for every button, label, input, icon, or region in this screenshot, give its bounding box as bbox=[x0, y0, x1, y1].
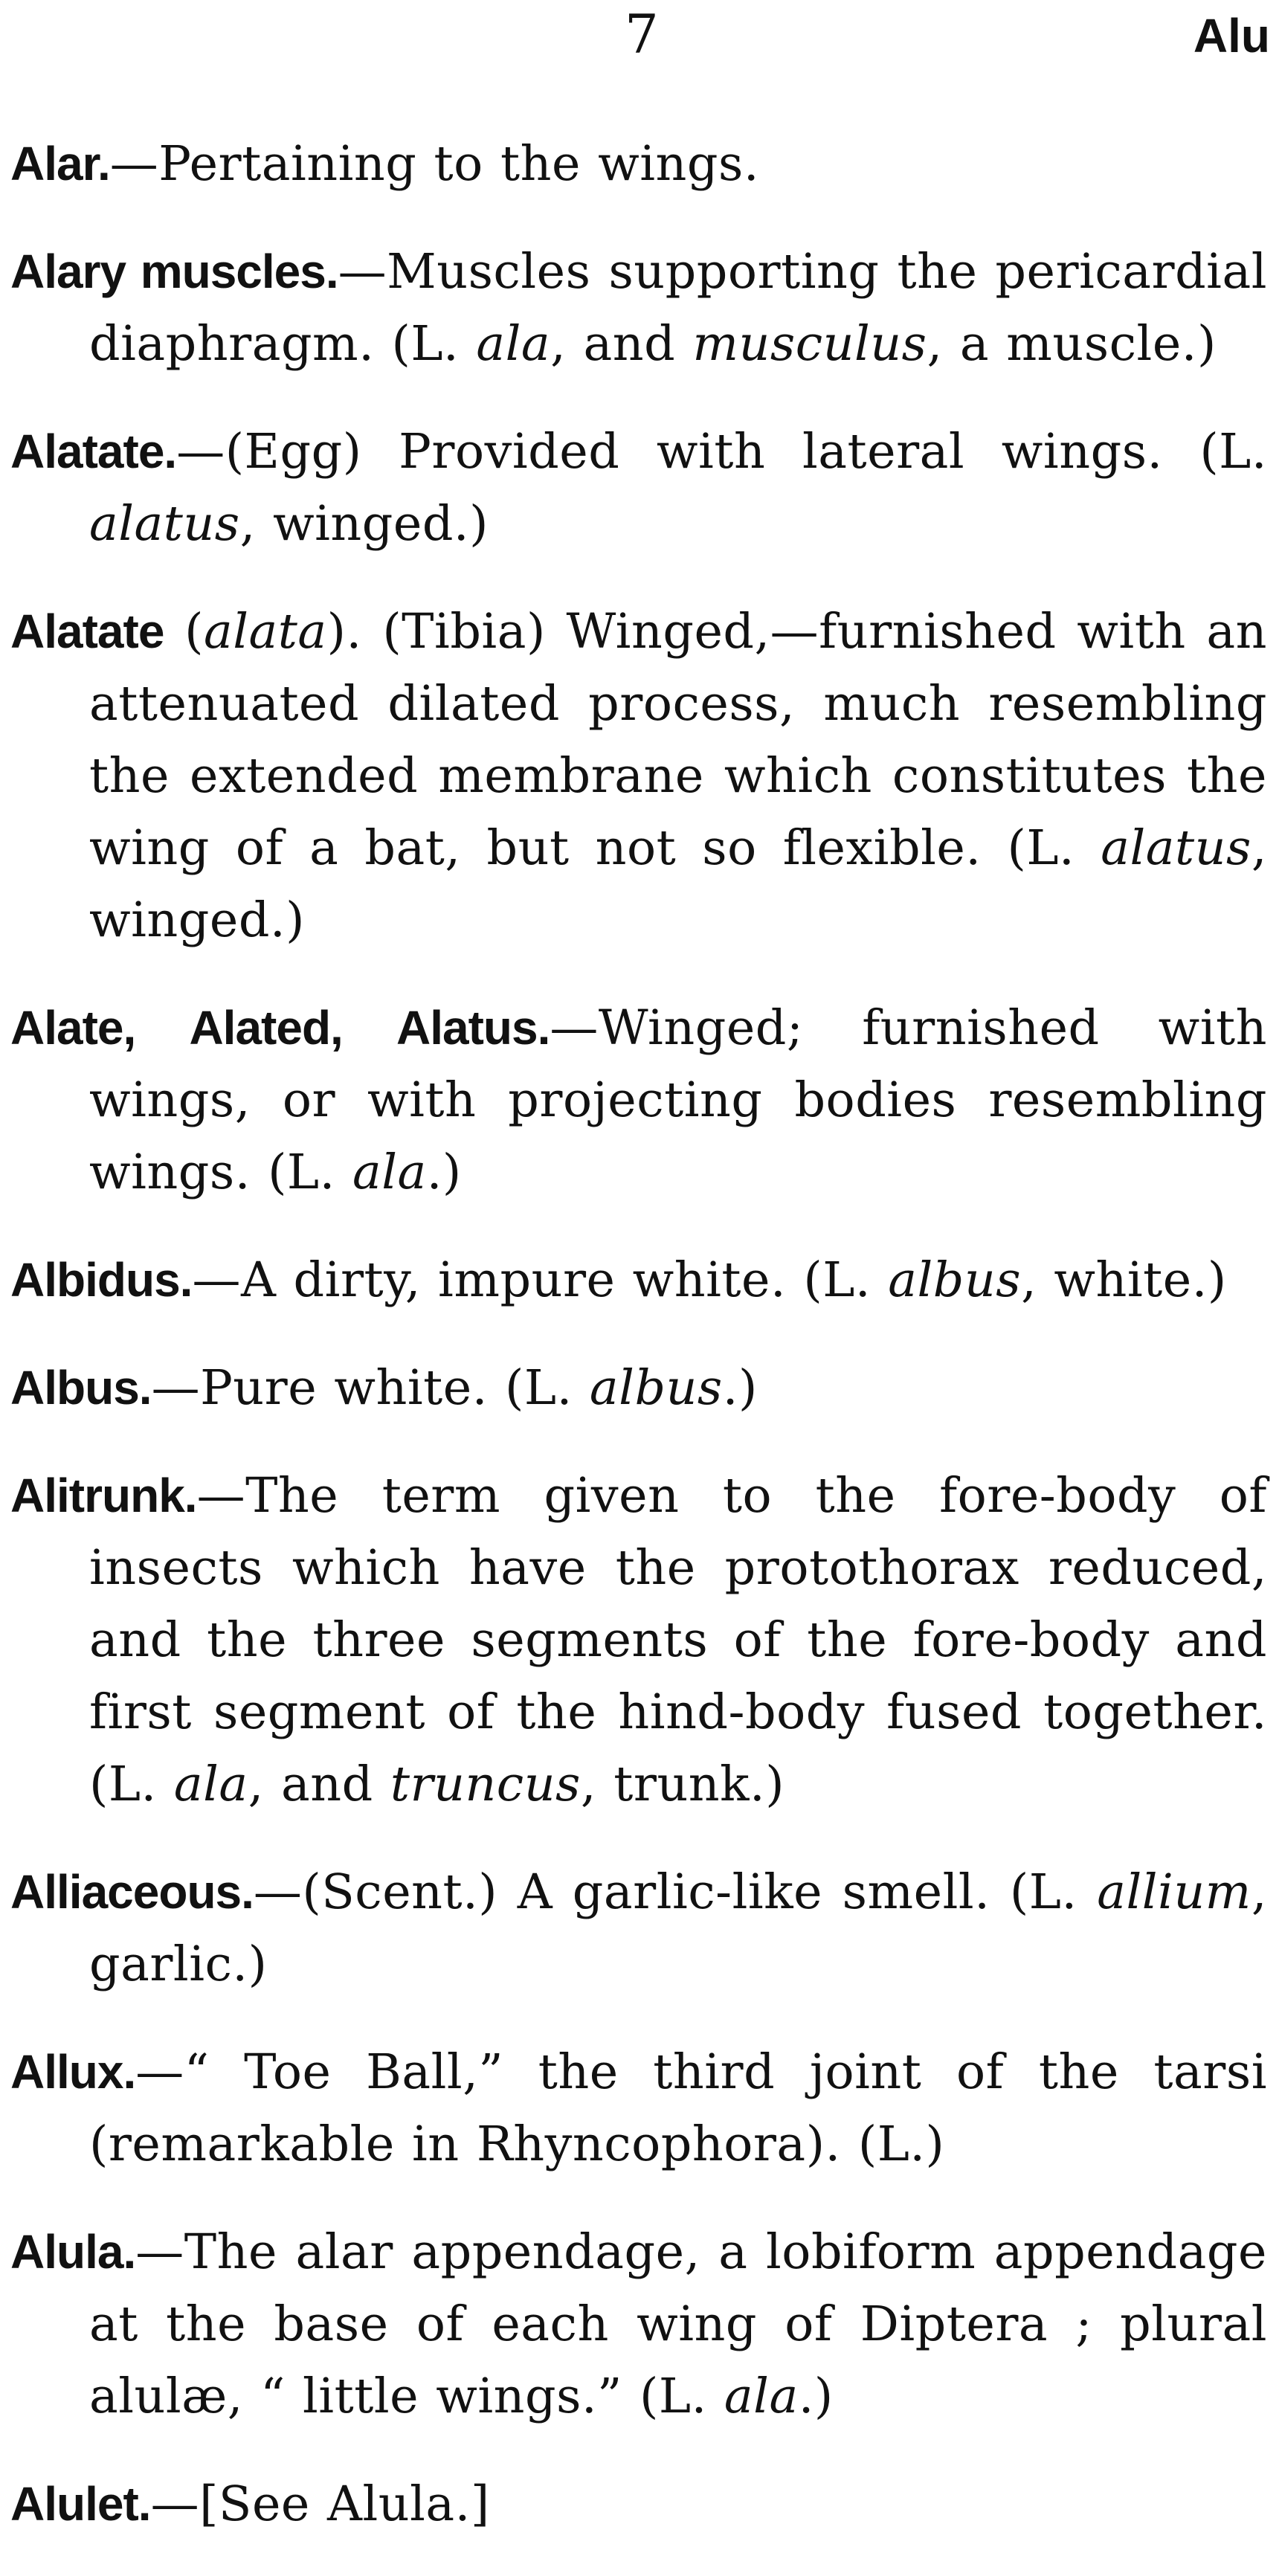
entry-alitrunk bbox=[10, 1460, 1267, 1820]
entry-alar bbox=[10, 128, 1267, 200]
latin-term: alatus bbox=[1101, 820, 1251, 876]
entry-alate bbox=[10, 992, 1267, 1208]
entry-alatate-egg bbox=[10, 416, 1267, 560]
definition-text: —The term given to the fore-body of insects which have the protothorax reduced, and the three segments of the fore-body and first segment of the hind-body fused together. (L. bbox=[89, 1468, 1267, 1812]
definition-text: , winged.) bbox=[239, 496, 489, 552]
definition-text: —Pertaining to the wings. bbox=[109, 136, 759, 192]
definition-text: , a muscle.) bbox=[927, 316, 1217, 372]
definition-text: —Winged; furnished with wings, or with projecting bodies resembling wings. (L. bbox=[89, 1000, 1268, 1200]
headword: Alatate bbox=[10, 605, 164, 658]
definition-text: —Muscles supporting the pericardial diaphragm. (L. bbox=[89, 244, 1268, 372]
headword: Alar. bbox=[10, 137, 110, 190]
definition-text: , and bbox=[248, 1756, 390, 1812]
latin-term: musculus bbox=[692, 316, 927, 372]
latin-term: albus bbox=[888, 1252, 1022, 1308]
headword: Allux. bbox=[10, 2045, 136, 2099]
headword: Alliaceous. bbox=[10, 1865, 254, 1919]
definition-text: ( bbox=[164, 604, 204, 660]
headword: Alula. bbox=[10, 2225, 136, 2279]
headword: Alatate. bbox=[10, 425, 177, 478]
entry-alula bbox=[10, 2216, 1267, 2432]
entry-alulet bbox=[10, 2468, 1267, 2540]
latin-term: ala bbox=[476, 316, 551, 372]
running-head: Alu bbox=[1193, 9, 1270, 62]
entry-albidus bbox=[10, 1244, 1267, 1316]
definition-text: .) bbox=[798, 2369, 834, 2424]
definition-text: —(Egg) Provided with lateral wings. (L. bbox=[176, 424, 1267, 480]
entry-allux bbox=[10, 2036, 1267, 2180]
latin-term: ala bbox=[352, 1144, 427, 1200]
headword: Albus. bbox=[10, 1361, 152, 1414]
definition-text: —A dirty, impure white. (L. bbox=[192, 1252, 889, 1308]
definition-text: —[See Alula.] bbox=[150, 2476, 490, 2532]
headword: Alulet. bbox=[10, 2477, 151, 2531]
definition-text: .) bbox=[426, 1144, 462, 1200]
latin-term: alata bbox=[203, 604, 327, 660]
headword: Alate, Alated, Alatus. bbox=[10, 1001, 550, 1054]
definition-text: , garlic.) bbox=[89, 1864, 1267, 1992]
entry-albus bbox=[10, 1352, 1267, 1424]
headword: Alary muscles. bbox=[10, 245, 338, 298]
definition-text: , trunk.) bbox=[580, 1756, 785, 1812]
glossary-entries bbox=[10, 128, 1267, 2576]
definition-text: , and bbox=[550, 316, 693, 372]
headword: Alitrunk. bbox=[10, 1469, 197, 1522]
definition-text: .) bbox=[722, 1360, 758, 1416]
definition-text: ). (Tibia) Winged,—furnished with an attenuated dilated process, much resembling the extended membrane which constitutes the wing of a bat, but not so flexible. (L. bbox=[89, 604, 1267, 876]
latin-term: alatus bbox=[89, 496, 240, 552]
entry-alatate-tibia bbox=[10, 596, 1267, 956]
latin-term: ala bbox=[173, 1756, 248, 1812]
definition-text: —“ Toe Ball,” the third joint of the tarsi (remarkable in Rhyncophora). (L.) bbox=[89, 2044, 1267, 2172]
definition-text: —The alar appendage, a lobiform appendage at the base of each wing of Diptera ; plural alulæ, “ little wings.” (L. bbox=[89, 2224, 1267, 2424]
definition-text: —Pure white. (L. bbox=[151, 1360, 590, 1416]
page-number: 7 bbox=[625, 3, 659, 65]
definition-text: , white.) bbox=[1021, 1252, 1227, 1308]
page-header bbox=[0, 0, 1279, 74]
definition-text: , winged.) bbox=[89, 820, 1267, 948]
latin-term: ala bbox=[724, 2369, 799, 2424]
headword: Albidus. bbox=[10, 1253, 193, 1307]
latin-term: truncus bbox=[390, 1756, 581, 1812]
latin-term: allium bbox=[1097, 1864, 1251, 1920]
latin-term: albus bbox=[589, 1360, 723, 1416]
entry-alary-muscles bbox=[10, 236, 1267, 380]
definition-text: —(Scent.) A garlic-like smell. (L. bbox=[253, 1864, 1098, 1920]
entry-alliaceous bbox=[10, 1856, 1267, 2000]
